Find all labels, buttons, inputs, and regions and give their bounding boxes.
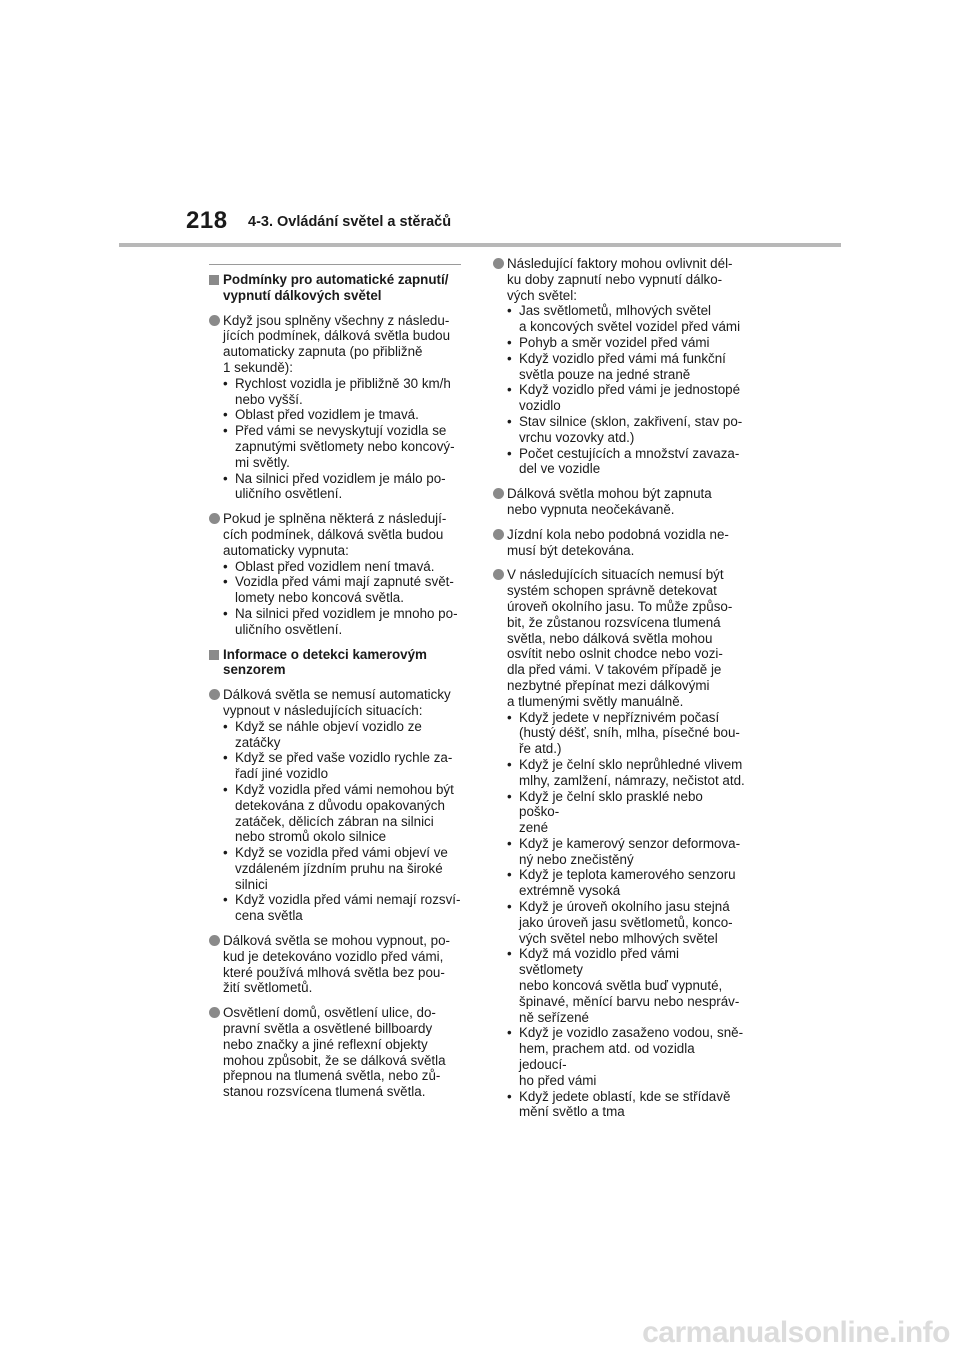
list-item: • Když má vozidlo před vámi světlomety nebo koncová světla buď vypnuté, špinavé, měnící barvu nebo nespráv- ně seřízené [507, 946, 745, 1025]
circle-bullet-icon [493, 488, 504, 499]
bullet-list [223, 719, 461, 924]
circle-bullet-icon [209, 935, 220, 946]
paragraph-auto-off [209, 511, 461, 637]
circle-bullet-icon [209, 315, 220, 326]
paragraph-auto-on [209, 313, 461, 503]
paragraph-text: Jízdní kola nebo podobná vozidla ne- musí být detekována. [507, 526, 729, 558]
section-heading-text: Podmínky pro automatické zapnutí/ vypnutí dálkových světel [223, 272, 449, 303]
circle-bullet-icon [209, 513, 220, 524]
list-item: • Oblast před vozidlem není tmavá. [223, 559, 461, 575]
paragraph-bicycles [493, 527, 745, 559]
circle-bullet-icon [209, 689, 220, 700]
list-item: • Na silnici před vozidlem je málo po- uličního osvětlení. [223, 471, 461, 503]
list-item: • Oblast před vozidlem je tmavá. [223, 407, 461, 423]
circle-bullet-icon [209, 1007, 220, 1018]
paragraph-text: Dálková světla se nemusí automaticky vypnout v následujících situacích: [223, 687, 451, 718]
paragraph-text: Osvětlení domů, osvětlení ulice, do- pravní světla a osvětlené billboardy nebo značky a jiné reflexní objekty mohou způsobit, že se dálková světla přepnou na tlumená světla, nebo zů- stanou rozsvícena tlumená světla. [223, 1005, 446, 1100]
list-item: • Když vozidlo před vámi má funkční světla pouze na jedné straně [507, 351, 745, 383]
list-item: • Na silnici před vozidlem je mnoho po- uličního osvětlení. [223, 606, 461, 638]
list-item: • Rychlost vozidla je přibližně 30 km/h nebo vyšší. [223, 376, 461, 408]
square-bullet-icon [209, 275, 219, 285]
paragraph-timing-factors [493, 256, 745, 477]
paragraph-text: Dálková světla se mohou vypnout, po- kud je detekováno vozidlo před vámi, které používá mlhová světla bez pou- žití světlometů. [223, 933, 451, 996]
list-item: • Pohyb a směr vozidel před vámi [507, 335, 745, 351]
paragraph-text: V následujících situacích nemusí být systém schopen správně detekovat úroveň okolního jasu. To může způso- bit, že zůstanou rozsvícena tlumená světla, nebo dálková světla mohou osvítit nebo oslnit chodce nebo vozi- dla před vámi. V takovém případě je nezbytné přepínat mezi dálkovými a tlumenými světly manuálně. [507, 567, 733, 709]
list-item: • Když vozidla před vámi nemají rozsví- cena světla [223, 892, 461, 924]
left-column [209, 264, 461, 1109]
list-item: • Když se vozidla před vámi objeví ve vzdáleném jízdním pruhu na široké silnici [223, 845, 461, 892]
section-heading-camera-sensor [209, 647, 461, 679]
list-item: • Vozidla před vámi mají zapnuté svět- lomety nebo koncová světla. [223, 574, 461, 606]
list-item: • Když se před vaše vozidlo rychle za- řadí jiné vozidlo [223, 750, 461, 782]
paragraph-text: Následující faktory mohou ovlivnit dél- ku doby zapnutí nebo vypnutí dálko- vých světel: [507, 256, 733, 303]
list-item: • Když vozidlo před vámi je jednostopé vozidlo [507, 382, 745, 414]
bullet-list [223, 559, 461, 638]
circle-bullet-icon [493, 529, 504, 540]
list-item: • Když se náhle objeví vozidlo ze zatáčky [223, 719, 461, 751]
page-number: 218 [186, 207, 228, 234]
section-divider [209, 264, 461, 265]
list-item: • Když je kamerový senzor deformova- ný nebo znečistěný [507, 836, 745, 868]
chapter-title: 4-3. Ovládání světel a stěračů [248, 214, 452, 230]
list-item: • Když je teplota kamerového senzoru extrémně vysoká [507, 867, 745, 899]
paragraph-may-not-turn-off [209, 687, 461, 924]
square-bullet-icon [209, 650, 219, 660]
header-rule [119, 243, 841, 247]
list-item: • Stav silnice (sklon, zakřivení, stav po- vrchu vozovky atd.) [507, 414, 745, 446]
watermark: carmanualsonline.info [642, 1316, 950, 1349]
circle-bullet-icon [493, 569, 504, 580]
list-item: • Když je čelní sklo neprůhledné vlivem mlhy, zamlžení, námrazy, nečistot atd. [507, 757, 745, 789]
bullet-list [223, 376, 461, 502]
bullet-list [507, 303, 745, 477]
list-item: • Jas světlometů, mlhových světel a koncových světel vozidel před vámi [507, 303, 745, 335]
list-item: • Když je čelní sklo prasklé nebo poško- zené [507, 789, 745, 836]
section-heading-auto-conditions [209, 272, 461, 304]
paragraph-text: Když jsou splněny všechny z následu- jících podmínek, dálková světla budou automaticky zapnuta (po přibližně 1 sekundě): [223, 312, 451, 375]
paragraph-brightness-detection [493, 567, 745, 1120]
list-item: • Před vámi se nevyskytují vozidla se zapnutými světlomety nebo koncový- mi světly. [223, 423, 461, 470]
bullet-list [507, 710, 745, 1121]
circle-bullet-icon [493, 258, 504, 269]
list-item: • Když je vozidlo zasaženo vodou, sně- hem, prachem atd. od vozidla jedoucí- ho před vámi [507, 1025, 745, 1088]
right-column [493, 256, 745, 1129]
list-item: • Když jedete oblastí, kde se střídavě mění světlo a tma [507, 1089, 745, 1121]
list-item: • Počet cestujících a množství zavaza- del ve vozidle [507, 446, 745, 478]
paragraph-text: Dálková světla mohou být zapnuta nebo vypnuta neočekávaně. [507, 486, 712, 517]
paragraph-text: Pokud je splněna některá z následují- cích podmínek, dálková světla budou automaticky vypnuta: [223, 511, 447, 558]
paragraph-unexpected [493, 486, 745, 518]
paragraph-reflective-objects [209, 1005, 461, 1100]
list-item: • Když vozidla před vámi nemohou být detekována z důvodu opakovaných zatáček, dělicích zábran na silnici nebo stromů okolo silnice [223, 782, 461, 845]
section-heading-text: Informace o detekci kamerovým senzorem [223, 646, 427, 678]
list-item: • Když je úroveň okolního jasu stejná jako úroveň jasu světlometů, konco- vých světel nebo mlhových světel [507, 899, 745, 946]
list-item: • Když jedete v nepříznivém počasí (hustý déšť, sníh, mlha, písečné bou- ře atd.) [507, 710, 745, 757]
paragraph-fog-lights [209, 933, 461, 996]
